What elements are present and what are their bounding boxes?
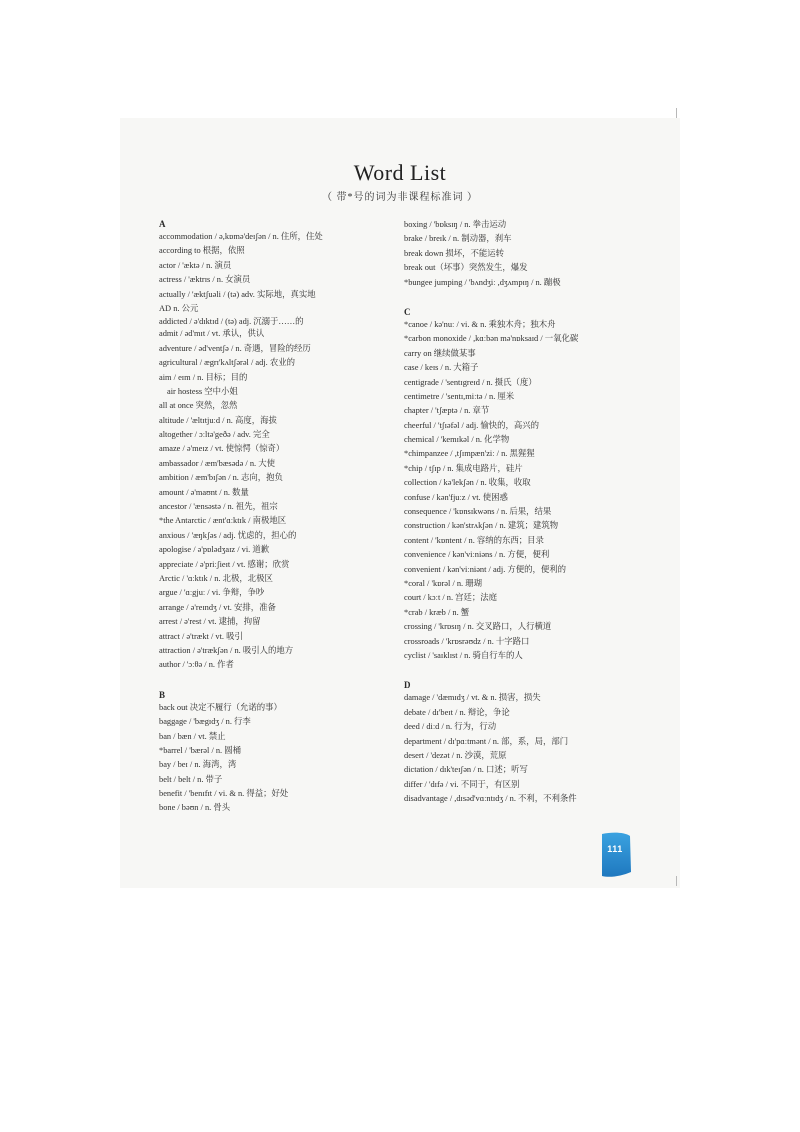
- word-entry: convenience / kən'viːniəns / n. 方便，便利: [404, 550, 550, 560]
- word-entry: ancestor / 'ænsəstə / n. 祖先，祖宗: [159, 502, 278, 512]
- word-entry: addicted / ə'dɪktɪd / (tə) adj. 沉溺于……的: [159, 317, 304, 327]
- word-entry: bay / beɪ / n. 海湾，湾: [159, 760, 237, 770]
- word-entry: *crab / kræb / n. 蟹: [404, 607, 470, 617]
- word-entry: cyclist / 'saɪklɪst / n. 骑自行车的人: [404, 650, 523, 660]
- word-entry: boxing / 'bɒksɪŋ / n. 拳击运动: [404, 220, 507, 229]
- word-entry: *carbon monoxide / ,kɑːbən mə'nɒksaɪd / 一氧化碳: [404, 334, 579, 344]
- word-entry: debate / dɪ'beɪt / n. 辩论，争论: [404, 707, 510, 717]
- page-subtitle: （ 带*号的词为非课程标准词 ）: [322, 192, 478, 203]
- word-entry: back out 决定不履行（允诺的事）: [159, 702, 282, 712]
- section-b-list: [159, 701, 391, 816]
- word-entry: deed / diːd / n. 行为，行动: [404, 722, 497, 732]
- word-entry: *chimpanzee / ,tʃɪmpæn'ziː / n. 黑猩猩: [404, 449, 535, 459]
- section-letter-c: C: [404, 306, 411, 317]
- word-entry: aim / eɪm / n. 目标；目的: [159, 372, 248, 382]
- section-d-list: [404, 691, 654, 806]
- word-entry: convenient / kən'viːniənt / adj. 方便的，便利的: [404, 564, 567, 574]
- word-entry: ban / bæn / vt. 禁止: [159, 731, 226, 741]
- word-entry: agricultural / ægrɪ'kʌltʃərəl / adj. 农业的: [159, 358, 295, 368]
- word-entry: argue / 'ɑːgjuː / vi. 争辩，争吵: [159, 588, 265, 598]
- word-entry: case / keɪs / n. 大箱子: [404, 363, 479, 373]
- word-entry: actually / 'æktʃuəli / (tə) adv. 实际地，真实地: [159, 289, 316, 299]
- word-entry: ambition / æm'bɪʃən / n. 志向，抱负: [159, 473, 283, 483]
- word-entry: crossing / 'krɒsɪŋ / n. 交叉路口，人行横道: [404, 622, 552, 632]
- word-entry: centigrade / 'sentɪgreɪd / n. 摄氏（度）: [404, 377, 537, 387]
- word-entry: appreciate / ə'priːʃieɪt / vt. 感谢；欣赏: [159, 559, 290, 569]
- word-entry: desert / 'dezət / n. 沙漠，荒原: [404, 750, 507, 760]
- word-entry: air hostess 空中小姐: [167, 386, 238, 396]
- word-entry: actor / 'æktə / n. 演员: [159, 260, 232, 270]
- word-entry: all at once 突然，忽然: [159, 401, 238, 411]
- word-entry: benefit / 'benɪfɪt / vi. & n. 得益；好处: [159, 789, 289, 799]
- word-entry: break down 损坏，不能运转: [404, 248, 505, 258]
- word-entry: court / kɔːt / n. 宫廷；法庭: [404, 593, 498, 603]
- word-entry: AD n. 公元: [159, 303, 199, 313]
- word-entry: author / 'ɔːθə / n. 作者: [159, 660, 234, 670]
- word-entry: *bungee jumping / 'bʌndʒiː ,dʒʌmpɪŋ / n. 蹦极: [404, 277, 561, 287]
- word-entry: altogether / ɔːltə'geðə / adv. 完全: [159, 430, 270, 440]
- word-entry: actress / 'æktrɪs / n. 女演员: [159, 275, 251, 285]
- word-entry: Arctic / 'ɑːktɪk / n. 北极，北极区: [159, 573, 273, 583]
- section-letter-a: A: [159, 219, 166, 229]
- word-entry: chemical / 'kemɪkəl / n. 化学物: [404, 435, 510, 445]
- word-entry: accommodation / ə,kɒmə'deɪʃən / n. 住所，住处: [159, 232, 323, 241]
- word-entry: damage / 'dæmɪdʒ / vt. & n. 损害，损失: [404, 693, 541, 703]
- word-entry: dictation / dɪk'teɪʃən / n. 口述；听写: [404, 765, 528, 775]
- page-number-badge: [598, 832, 632, 878]
- word-entry: construction / kən'strʌkʃən / n. 建筑；建筑物: [404, 521, 559, 531]
- word-entry: differ / 'dɪfə / vi. 不同于，有区别: [404, 779, 520, 789]
- word-entry: adventure / əd'ventʃə / n. 奇遇，冒险的经历: [159, 343, 311, 353]
- word-entry: arrest / ə'rest / vt. 逮捕，拘留: [159, 617, 261, 627]
- word-entry: ambassador / æm'bæsədə / n. 大使: [159, 458, 275, 468]
- word-entry: *canoe / kə'nuː / vi. & n. 乘独木舟；独木舟: [404, 319, 556, 329]
- word-entry: altitude / 'æltɪtjuːd / n. 高度，海拔: [159, 415, 277, 425]
- word-entry: admit / əd'mɪt / vt. 承认，供认: [159, 329, 265, 339]
- right-column: [404, 218, 654, 806]
- word-entry: brake / breɪk / n. 制动器，刹车: [404, 234, 512, 244]
- section-gap: [159, 673, 391, 683]
- section-b-continued-list: [404, 218, 654, 290]
- section-a-list: [159, 230, 391, 673]
- word-entry: centimetre / 'sentɪ,miːtə / n. 厘米: [404, 391, 515, 401]
- word-entry: arrange / ə'reɪndʒ / vt. 安排，准备: [159, 602, 276, 612]
- section-gap: [404, 663, 654, 673]
- word-entry: amaze / ə'meɪz / vt. 使惊愕（惊奇）: [159, 444, 285, 454]
- word-entry: amount / ə'maʊnt / n. 数量: [159, 487, 249, 497]
- word-entry: attraction / ə'trækʃən / n. 吸引人的地方: [159, 645, 294, 655]
- word-entry: confuse / kən'fjuːz / vt. 使困惑: [404, 492, 508, 502]
- section-gap: [404, 290, 654, 300]
- word-entry: cheerful / 'tʃɪəfəl / adj. 愉快的，高兴的: [404, 420, 540, 430]
- page-title: Word List: [353, 160, 447, 185]
- word-entry: content / 'kɒntent / n. 容纳的东西；目录: [404, 535, 544, 545]
- left-column: [159, 218, 391, 816]
- section-c-list: [404, 318, 654, 663]
- word-entry: baggage / 'bægɪdʒ / n. 行李: [159, 717, 251, 727]
- word-entry: crossroads / 'krɒsrəʊdz / n. 十字路口: [404, 636, 530, 646]
- word-entry: department / dɪ'pɑːtmənt / n. 部，系，局，部门: [404, 736, 569, 746]
- page-number: 111: [607, 844, 623, 854]
- word-entry: break out（坏事）突然发生，爆发: [404, 263, 528, 273]
- margin-mark-top: [676, 108, 677, 118]
- word-entry: consequence / 'kɒnsɪkwəns / n. 后果，结果: [404, 507, 552, 517]
- word-entry: *coral / 'kɒrəl / n. 珊瑚: [404, 578, 482, 588]
- section-letter-b: B: [159, 689, 166, 700]
- margin-mark-bottom: [676, 876, 677, 886]
- word-entry: anxious / 'æŋkʃəs / adj. 忧虑的，担心的: [159, 530, 297, 540]
- word-entry: belt / belt / n. 带子: [159, 774, 223, 784]
- word-entry: attract / ə'trækt / vt. 吸引: [159, 631, 243, 641]
- word-entry: *chip / tʃɪp / n. 集成电路片，硅片: [404, 463, 523, 473]
- word-entry: collection / kə'lekʃən / n. 收集，收取: [404, 478, 531, 488]
- word-entry: apologise / ə'pɒlədʒaɪz / vi. 道歉: [159, 545, 270, 555]
- section-letter-d: D: [404, 680, 411, 691]
- word-entry: chapter / 'tʃæptə / n. 章节: [404, 406, 490, 416]
- word-entry: according to 根据，依照: [159, 246, 245, 256]
- word-entry: disadvantage / ,dɪsəd'vɑːntɪdʒ / n. 不利，不利条件: [404, 794, 577, 804]
- word-entry: *barrel / 'bærəl / n. 圆桶: [159, 745, 241, 755]
- word-entry: carry on 继续做某事: [404, 348, 476, 358]
- word-entry: *the Antarctic / ænt'ɑːktɪk / 南极地区: [159, 516, 287, 526]
- word-entry: bone / bəʊn / n. 骨头: [159, 803, 231, 813]
